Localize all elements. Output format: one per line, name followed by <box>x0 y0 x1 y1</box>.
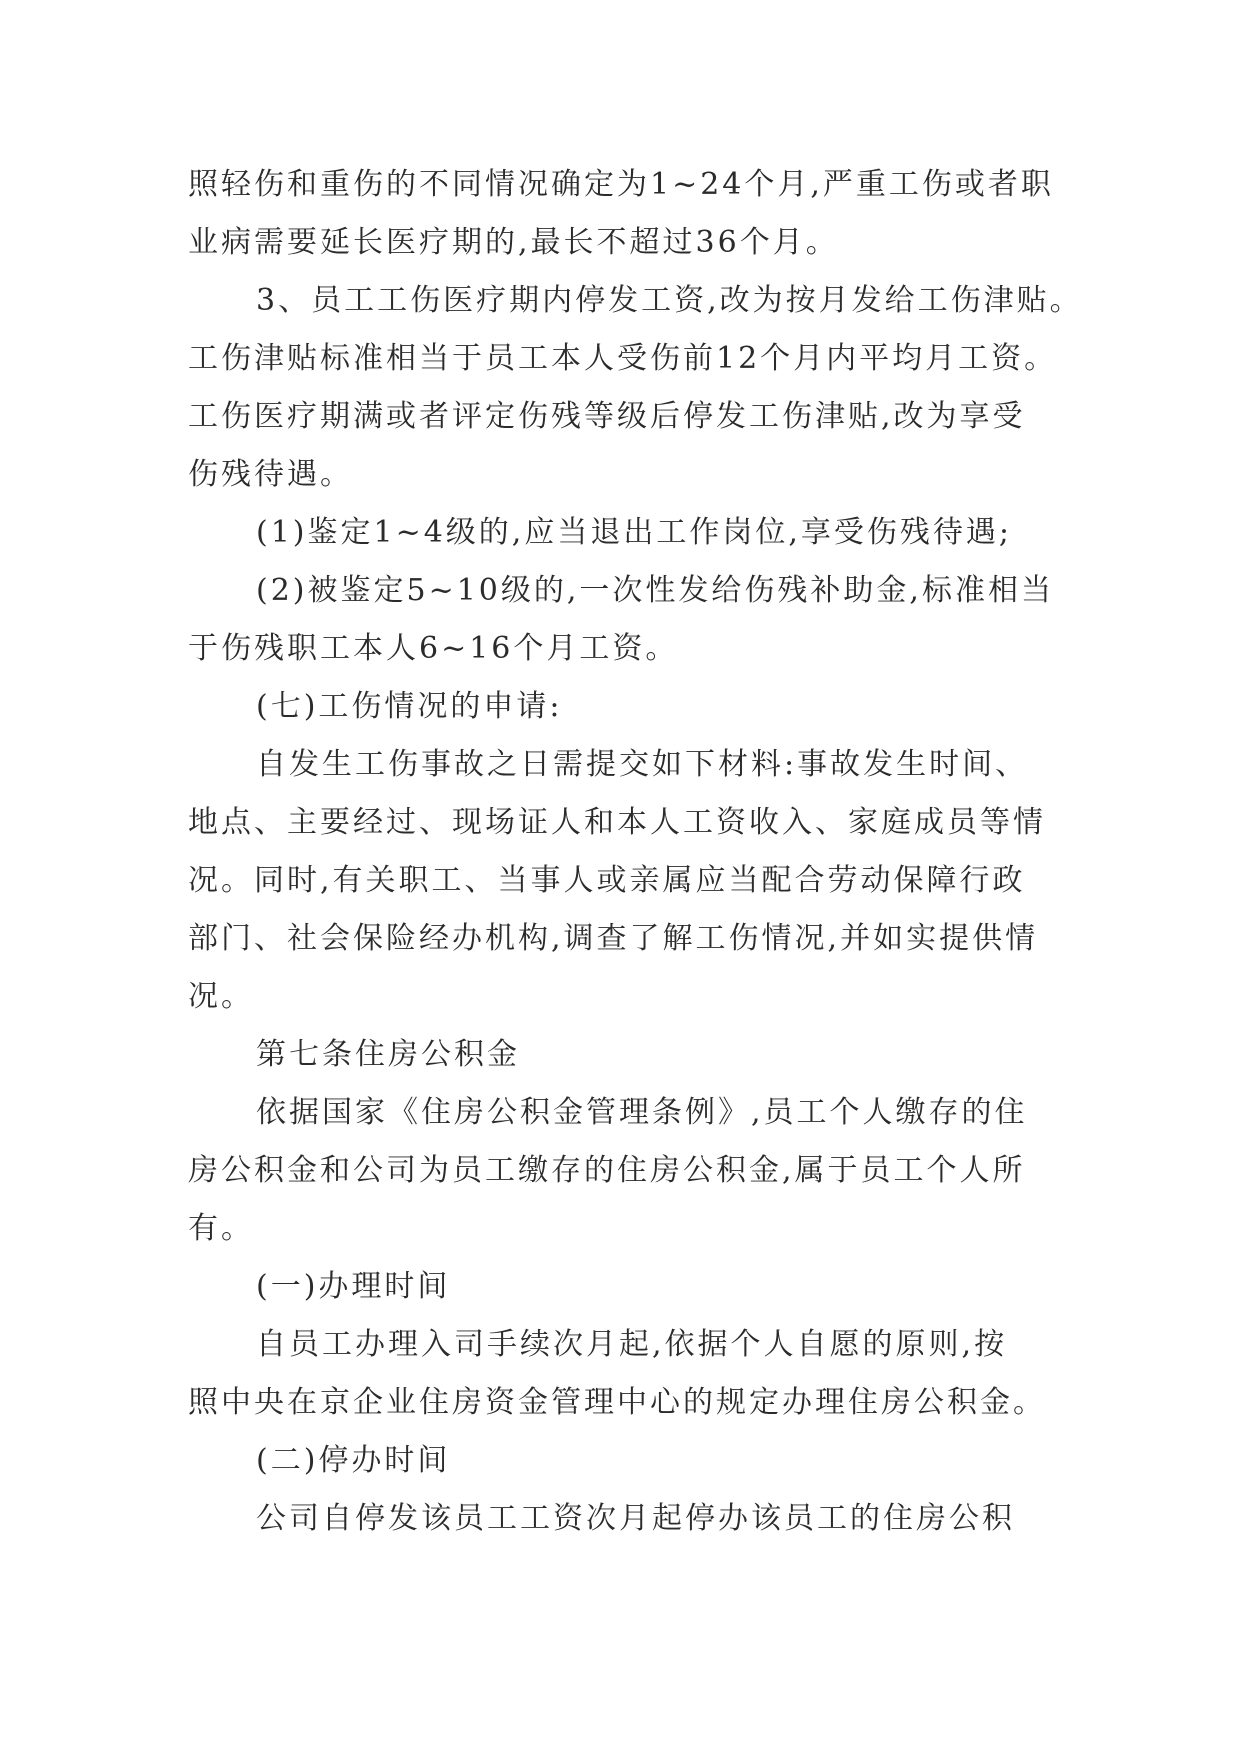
text-line: 房公积金和公司为员工缴存的住房公积金,属于员工个人所 <box>188 1153 1026 1188</box>
text-line: 照中央在京企业住房资金管理中心的规定办理住房公积金。 <box>188 1385 1046 1420</box>
section-heading: (一)办理时间 <box>256 1269 451 1304</box>
text-line: 地点、主要经过、现场证人和本人工资收入、家庭成员等情 <box>188 805 1046 840</box>
text-line: 业病需要延长医疗期的,最长不超过36个月。 <box>188 225 839 260</box>
section-heading: (七)工伤情况的申请: <box>256 689 563 724</box>
text-line: 自员工办理入司手续次月起,依据个人自愿的原则,按 <box>256 1327 1008 1362</box>
article-heading: 第七条住房公积金 <box>256 1037 520 1072</box>
text-line: 工伤医疗期满或者评定伤残等级后停发工伤津贴,改为享受 <box>188 399 1026 434</box>
document-body <box>188 156 1088 1548</box>
text-line: 3、员工工伤医疗期内停发工资,改为按月发给工伤津贴。 <box>256 283 1083 318</box>
section-heading: (二)停办时间 <box>256 1443 451 1478</box>
text-line: 况。同时,有关职工、当事人或亲属应当配合劳动保障行政 <box>188 863 1026 898</box>
text-line: (2)被鉴定5~10级的,一次性发给伤残补助金,标准相当 <box>256 573 1054 608</box>
text-line: 部门、社会保险经办机构,调查了解工伤情况,并如实提供情 <box>188 921 1039 956</box>
text-line: 工伤津贴标准相当于员工本人受伤前12个月内平均月工资。 <box>188 341 1058 376</box>
text-line: 有。 <box>188 1211 254 1246</box>
text-line: (1)鉴定1~4级的,应当退出工作岗位,享受伤残待遇; <box>256 515 1012 550</box>
text-line: 况。 <box>188 979 254 1014</box>
text-line: 依据国家《住房公积金管理条例》,员工个人缴存的住 <box>256 1095 1028 1130</box>
text-line: 自发生工伤事故之日需提交如下材料:事故发生时间、 <box>256 747 1029 782</box>
text-line: 伤残待遇。 <box>188 457 353 492</box>
text-line: 照轻伤和重伤的不同情况确定为1~24个月,严重工伤或者职 <box>188 167 1054 202</box>
text-line: 于伤残职工本人6~16个月工资。 <box>188 631 679 666</box>
text-line: 公司自停发该员工工资次月起停办该员工的住房公积 <box>256 1501 1015 1536</box>
